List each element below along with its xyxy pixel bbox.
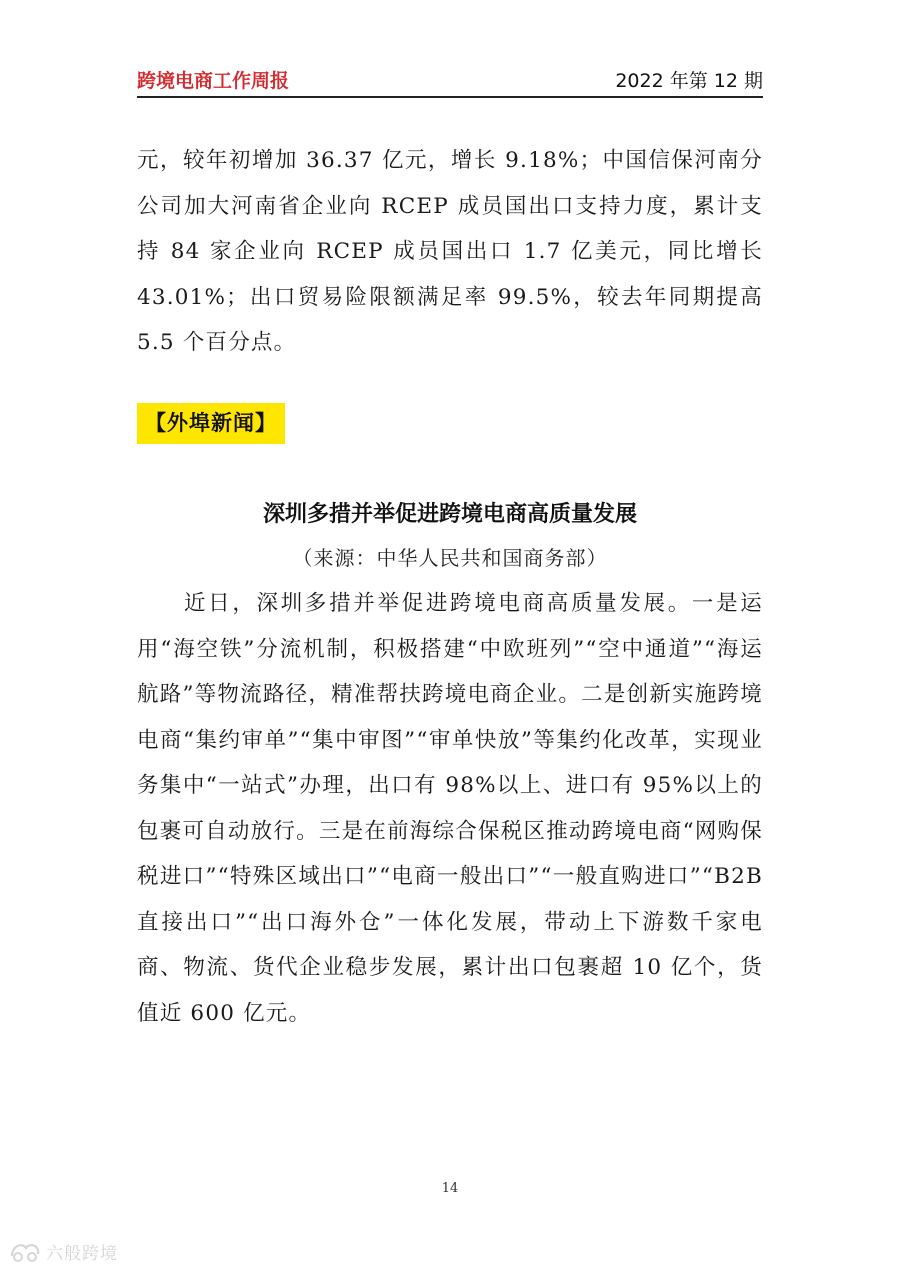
section-tag: 【外埠新闻】 xyxy=(137,403,285,444)
watermark-logo-icon xyxy=(8,1238,42,1264)
watermark xyxy=(8,1238,118,1264)
publication-title: 跨境电商工作周报 xyxy=(137,70,290,92)
article-body: 近日，深圳多措并举促进跨境电商高质量发展。一是运用“海空铁”分流机制，积极搭建“中欧班列”“空中通道”“海运航路”等物流路径，精准帮扶跨境电商企业。二是创新实施跨境电商“集约审单”“集中审图”“审单快放”等集约化改革，实现业务集中“一站式”办理，出口有 98%以上、进口有 95%以上的包裹可自动放行。三是在前海综合保税区推动跨境电商“网购保税进口”“特殊区域出口”“电商一般出口”“一般直购进口”“B2B 直接出口”“出口海外仓”一体化发展，带动上下游数千家电商、物流、货代企业稳步发展，累计出口包裹超 10 亿个，货值近 600 亿元。 xyxy=(137,591,763,1026)
page-number: 14 xyxy=(441,1181,459,1196)
watermark-text: 六般跨境 xyxy=(46,1243,118,1264)
article-title: 深圳多措并举促进跨境电商高质量发展 xyxy=(262,502,637,527)
issue-number: 2022 年第 12 期 xyxy=(615,70,763,92)
page-header xyxy=(137,62,763,98)
continued-paragraph: 元，较年初增加 36.37 亿元，增长 9.18%；中国信保河南分公司加大河南省企业向 RCEP 成员国出口支持力度，累计支持 84 家企业向 RCEP 成员国出口 1.7 亿美元，同比增长 43.01%；出口贸易险限额满足率 99.5%，较去年同期提高 5.5 个百分点。 xyxy=(137,148,763,355)
article-source: （来源：中华人民共和国商务部） xyxy=(292,546,608,570)
